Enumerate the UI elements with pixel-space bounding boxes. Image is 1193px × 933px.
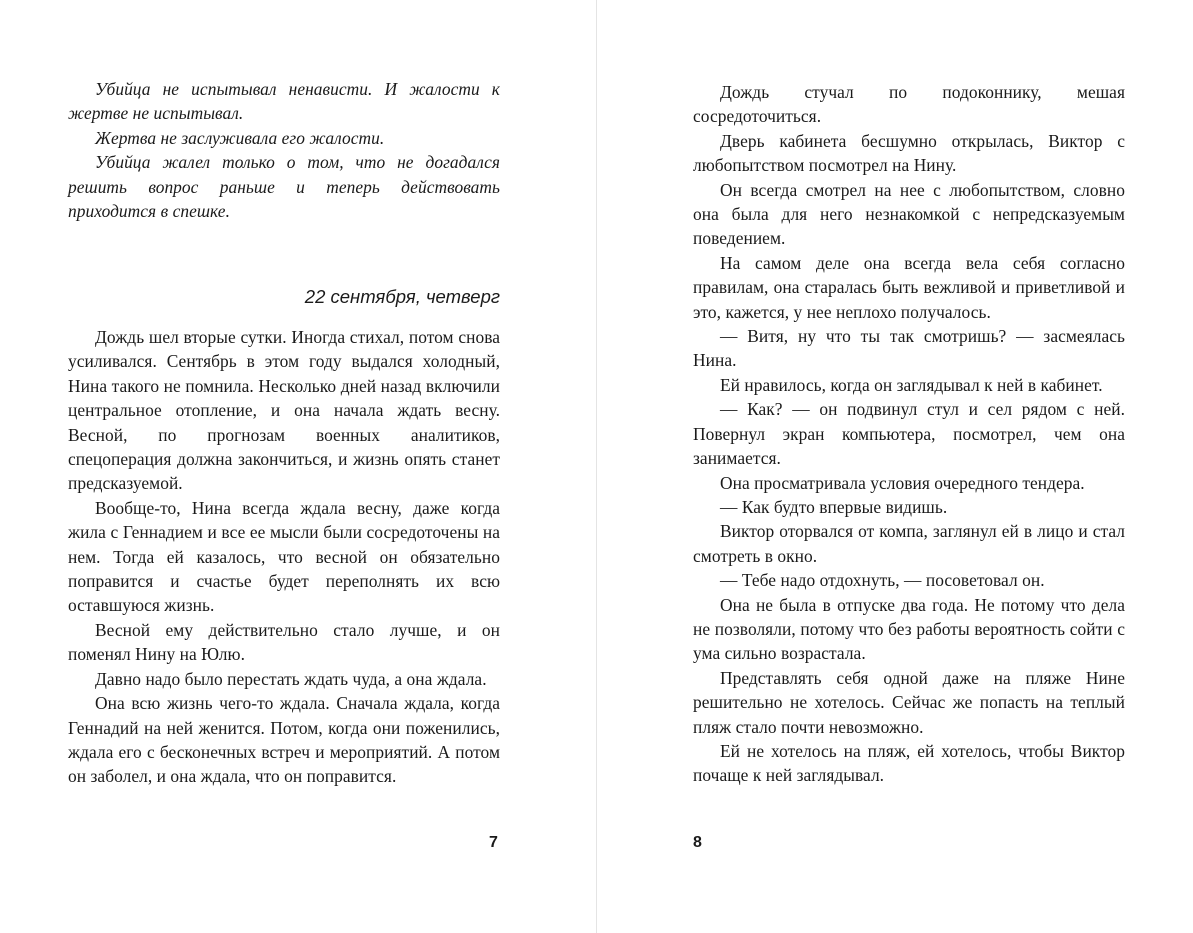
paragraph: — Витя, ну что ты так смотришь? — засмеялась Нина. (693, 326, 1125, 371)
paragraph: Дождь стучал по подоконнику, мешая сосредоточиться. (693, 82, 1125, 127)
epigraph-line: Убийца жалел только о том, что не догадался решить вопрос раньше и теперь действовать приходится в спешке. (68, 152, 500, 222)
paragraph: Ей нравилось, когда он заглядывал к ней в кабинет. (720, 374, 1103, 395)
epigraph-line: Убийца не испытывал ненависти. И жалости к жертве не испытывал. (68, 79, 500, 124)
paragraph: Дверь кабинета бесшумно открылась, Виктор с любопытством посмотрел на Нину. (693, 130, 1125, 176)
paragraph: Представлять себя одной даже на пляже Нине решительно не хотелось. Сейчас же попасть на теплый пляж стало почти невозможно. (693, 667, 1125, 737)
paragraph: Он всегда смотрел на нее с любопытством, словно она была для него незнакомкой с непредсказуемым поведением. (693, 179, 1125, 249)
paragraph: Она всю жизнь чего-то ждала. Сначала ждала, когда Геннадий на ней женится. Потом, когда они поженились, ждала его с бесконечных встреч и мероприятий. А потом он заболел, и она ждала, что он поправится. (68, 693, 500, 787)
paragraph: — Как? — он подвинул стул и сел рядом с ней. Повернул экран компьютера, посмотрел, чем она занимается. (693, 399, 1125, 469)
paragraph: Давно надо было перестать ждать чуда, а она ждала. (95, 668, 487, 689)
epigraph-line: Жертва не заслуживала его жалости. (95, 127, 385, 148)
page-number-left: 7 (489, 834, 498, 851)
paragraph: Она просматривала условия очередного тендера. (720, 472, 1085, 493)
left-page (0, 0, 596, 933)
right-page-body (693, 80, 1125, 788)
page-number-right: 8 (693, 834, 702, 851)
paragraph: На самом деле она всегда вела себя согласно правилам, она старалась быть вежливой и приветливой и это, кажется, у нее неплохо получалось. (693, 252, 1125, 322)
left-page-body (68, 325, 500, 789)
paragraph: Виктор оторвался от компа, заглянул ей в лицо и стал смотреть в окно. (693, 521, 1125, 566)
paragraph: Ей не хотелось на пляж, ей хотелось, чтобы Виктор почаще к ней заглядывал. (693, 740, 1125, 786)
right-page (597, 0, 1193, 933)
epigraph (68, 77, 500, 223)
paragraph: Весной ему действительно стало лучше, и он поменял Нину на Юлю. (68, 619, 500, 665)
paragraph: — Как будто впервые видишь. (720, 496, 948, 517)
paragraph: Она не была в отпуске два года. Не потому что дела не позволяли, потому что без работы вероятность сойти с ума сильно возрастала. (693, 594, 1125, 664)
paragraph: Вообще-то, Нина всегда ждала весну, даже когда жила с Геннадием и все ее мысли были сосредоточены на нем. Тогда ей казалось, что весной он обязательно поправится и счастье будет переполнять их всю оставшуюся жизнь. (68, 497, 500, 616)
paragraph: — Тебе надо отдохнуть, — посоветовал он. (720, 570, 1045, 591)
paragraph: Дождь шел вторые сутки. Иногда стихал, потом снова усиливался. Сентябрь в этом году выдался холодный, Нина такого не помнила. Несколько дней назад включили центральное отопление, и она начала ждать весну. Весной, по прогнозам военных аналитиков, спецоперация должна закончиться, и жизнь опять станет предсказуемой. (68, 327, 500, 494)
chapter-date-heading: 22 сентября, четверг (304, 286, 500, 307)
